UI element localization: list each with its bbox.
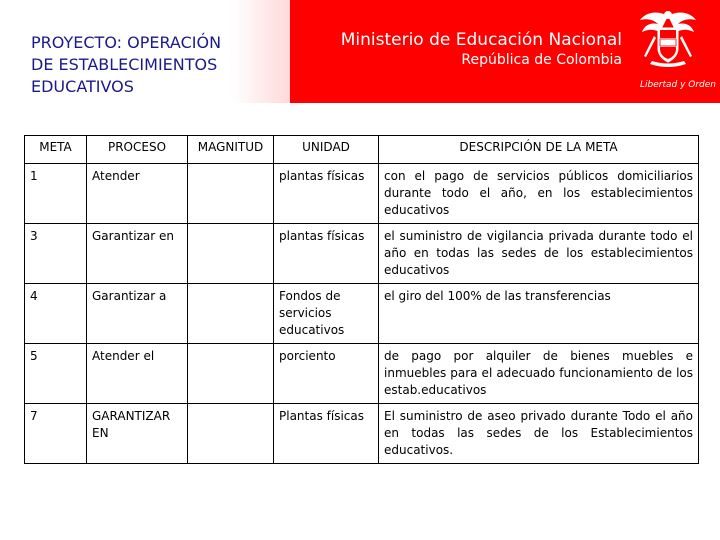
table-header-row	[25, 136, 699, 164]
cell-descripcion: El suministro de aseo privado durante Todo el año en todas las sedes de los Establecimientos educativos.	[379, 404, 699, 464]
column-header-magnitud: MAGNITUD	[188, 136, 274, 164]
cell-magnitud	[188, 224, 274, 284]
table-row	[25, 224, 699, 284]
colombia-coat-of-arms-icon	[636, 6, 700, 70]
project-title: PROYECTO: OPERACIÓN DE ESTABLECIMIENTOS EDUCATIVOS	[31, 33, 222, 96]
republic-name: República de Colombia	[461, 52, 622, 68]
cell-meta: 4	[25, 284, 87, 344]
cell-magnitud	[188, 344, 274, 404]
ministry-name: Ministerio de Educación Nacional	[340, 30, 622, 50]
national-motto: Libertad y Orden	[640, 80, 717, 90]
cell-magnitud	[188, 164, 274, 224]
column-header-unidad: UNIDAD	[274, 136, 379, 164]
header-banner	[0, 0, 720, 103]
cell-proceso: Atender	[87, 164, 188, 224]
cell-unidad: porciento	[274, 344, 379, 404]
cell-meta: 1	[25, 164, 87, 224]
table-row	[25, 404, 699, 464]
table-row	[25, 284, 699, 344]
cell-proceso: GARANTIZAR EN	[87, 404, 188, 464]
cell-proceso: Garantizar en	[87, 224, 188, 284]
cell-descripcion: con el pago de servicios públicos domiciliarios durante todo el año, en los establecimientos educativos	[379, 164, 699, 224]
cell-unidad: plantas físicas	[274, 224, 379, 284]
cell-meta: 3	[25, 224, 87, 284]
cell-proceso: Atender el	[87, 344, 188, 404]
table-row	[25, 344, 699, 404]
cell-unidad: plantas físicas	[274, 164, 379, 224]
cell-descripcion: el suministro de vigilancia privada durante todo el año en todas las sedes de los establecimientos educativos	[379, 224, 699, 284]
column-header-descripcion: DESCRIPCIÓN DE LA META	[379, 136, 699, 164]
goals-table	[24, 135, 699, 464]
cell-descripcion: el giro del 100% de las transferencias	[379, 284, 699, 344]
project-title-box	[0, 0, 290, 103]
cell-proceso: Garantizar a	[87, 284, 188, 344]
cell-unidad: Plantas físicas	[274, 404, 379, 464]
cell-magnitud	[188, 404, 274, 464]
cell-meta: 7	[25, 404, 87, 464]
cell-meta: 5	[25, 344, 87, 404]
column-header-meta: META	[25, 136, 87, 164]
cell-descripcion: de pago por alquiler de bienes muebles e inmuebles para el adecuado funcionamiento de los estab.educativos	[379, 344, 699, 404]
cell-magnitud	[188, 284, 274, 344]
column-header-proceso: PROCESO	[87, 136, 188, 164]
table-row	[25, 164, 699, 224]
cell-unidad: Fondos de servicios educativos	[274, 284, 379, 344]
